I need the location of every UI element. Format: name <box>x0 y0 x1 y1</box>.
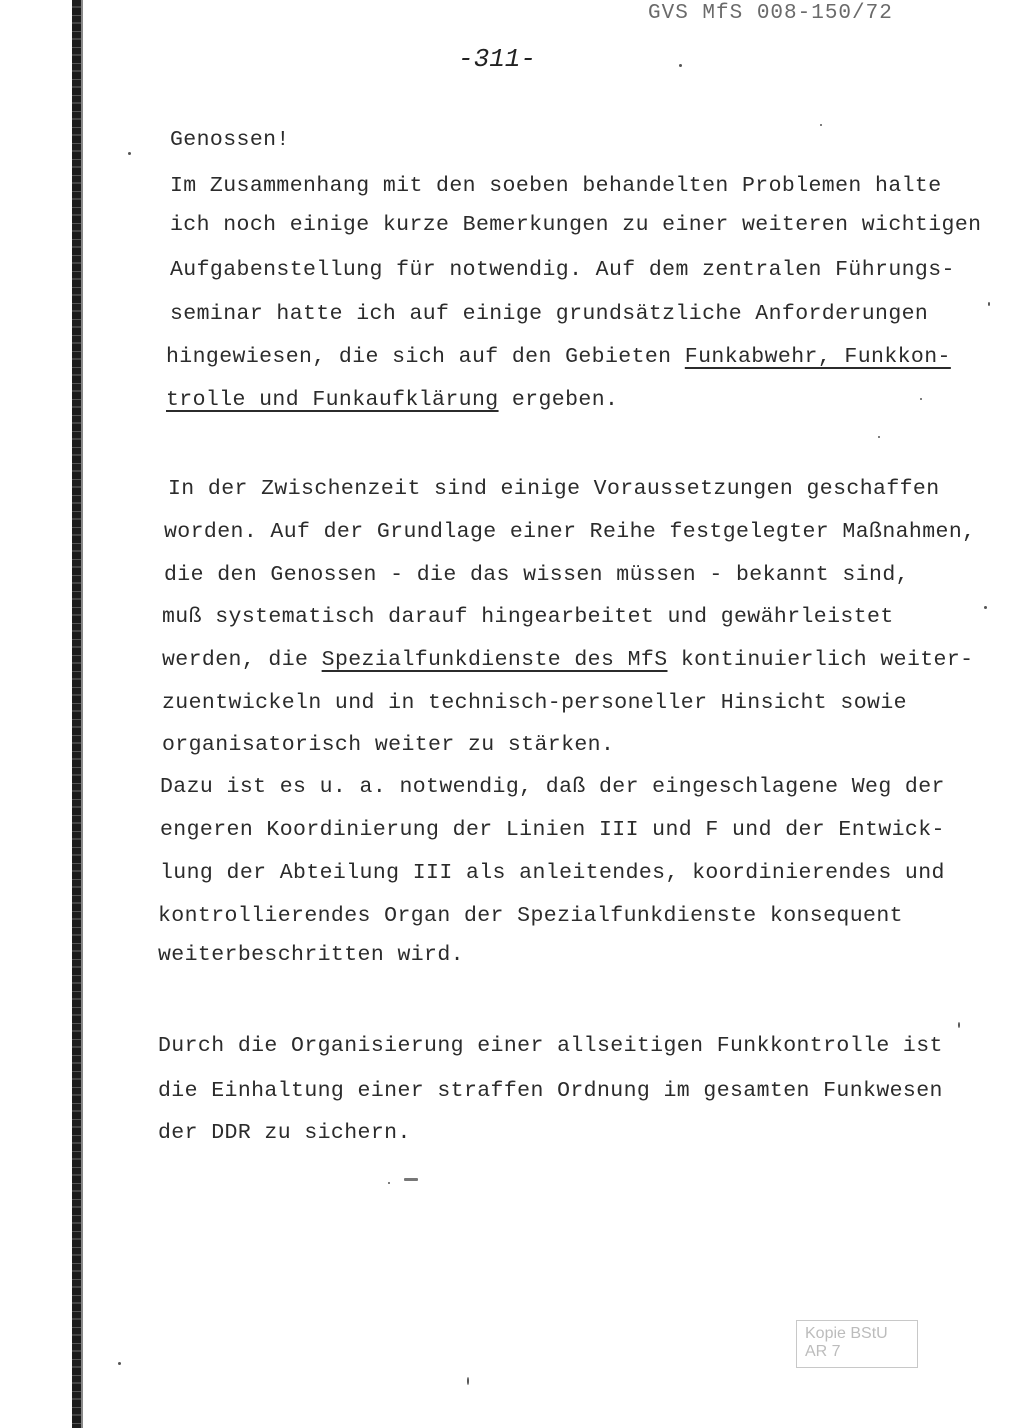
underlined-term: trolle und Funkaufklärung <box>166 388 499 412</box>
scan-speck <box>878 436 880 438</box>
text-span: ergeben. <box>511 388 619 412</box>
scan-speck <box>467 1377 469 1385</box>
text-line: zuentwickeln und in technisch-personeller Hinsicht sowie <box>162 691 907 715</box>
text-span: kontinuierlich weiter- <box>680 648 974 672</box>
text-line: Im Zusammenhang mit den soeben behandelten Problemen halte <box>170 174 942 198</box>
archive-reference: GVS MfS 008-150/72 <box>648 2 893 25</box>
scan-speck <box>128 152 131 155</box>
scan-speck <box>984 606 987 609</box>
text-line: Dazu ist es u. a. notwendig, daß der eingeschlagene Weg der <box>160 775 945 799</box>
scan-speck <box>679 64 682 67</box>
archive-stamp <box>796 1320 918 1368</box>
scan-mark <box>404 1178 418 1181</box>
text-line: Durch die Organisierung einer allseitigen Funkkontrolle ist <box>158 1034 943 1058</box>
text-line <box>166 388 618 412</box>
scan-speck <box>388 1182 390 1184</box>
scan-speck <box>958 1022 960 1028</box>
stamp-line: AR 7 <box>805 1343 841 1360</box>
text-line: worden. Auf der Grundlage einer Reihe festgelegter Maßnahmen, <box>164 520 976 544</box>
text-line: organisatorisch weiter zu stärken. <box>162 733 615 757</box>
text-line <box>166 345 951 369</box>
salutation: Genossen! <box>170 128 290 152</box>
text-line: Aufgabenstellung für notwendig. Auf dem zentralen Führungs- <box>170 258 955 282</box>
text-line: In der Zwischenzeit sind einige Voraussetzungen geschaffen <box>168 477 940 501</box>
underlined-term: Funkabwehr, Funkkon- <box>684 345 951 369</box>
text-line: weiterbeschritten wird. <box>158 943 464 967</box>
text-line: der DDR zu sichern. <box>158 1121 411 1145</box>
stamp-line: Kopie BStU <box>805 1325 888 1342</box>
scan-speck <box>118 1362 121 1365</box>
page-number: -311- <box>458 44 537 74</box>
text-line: ich noch einige kurze Bemerkungen zu einer weiteren wichtigen <box>170 213 982 237</box>
text-line: lung der Abteilung III als anleitendes, koordinierendes und <box>160 861 945 885</box>
text-span: werden, die <box>162 648 309 672</box>
text-line <box>162 648 973 672</box>
scan-speck <box>920 398 922 400</box>
binding-edge <box>72 0 81 1428</box>
text-line: kontrollierendes Organ der Spezialfunkdienste konsequent <box>158 904 903 928</box>
underlined-term: Spezialfunkdienste des MfS <box>321 648 668 672</box>
text-line: engeren Koordinierung der Linien III und F und der Entwick- <box>160 818 945 842</box>
binding-edge-shadow <box>81 0 83 1428</box>
scan-speck <box>820 124 822 126</box>
scan-speck <box>988 302 990 306</box>
text-span: hingewiesen, die sich auf den Gebieten <box>166 345 672 369</box>
text-line: die Einhaltung einer straffen Ordnung im gesamten Funkwesen <box>158 1079 943 1103</box>
text-line: seminar hatte ich auf einige grundsätzliche Anforderungen <box>170 302 929 326</box>
text-line: die den Genossen - die das wissen müssen - bekannt sind, <box>164 563 909 587</box>
text-line: muß systematisch darauf hingearbeitet und gewährleistet <box>162 605 894 629</box>
